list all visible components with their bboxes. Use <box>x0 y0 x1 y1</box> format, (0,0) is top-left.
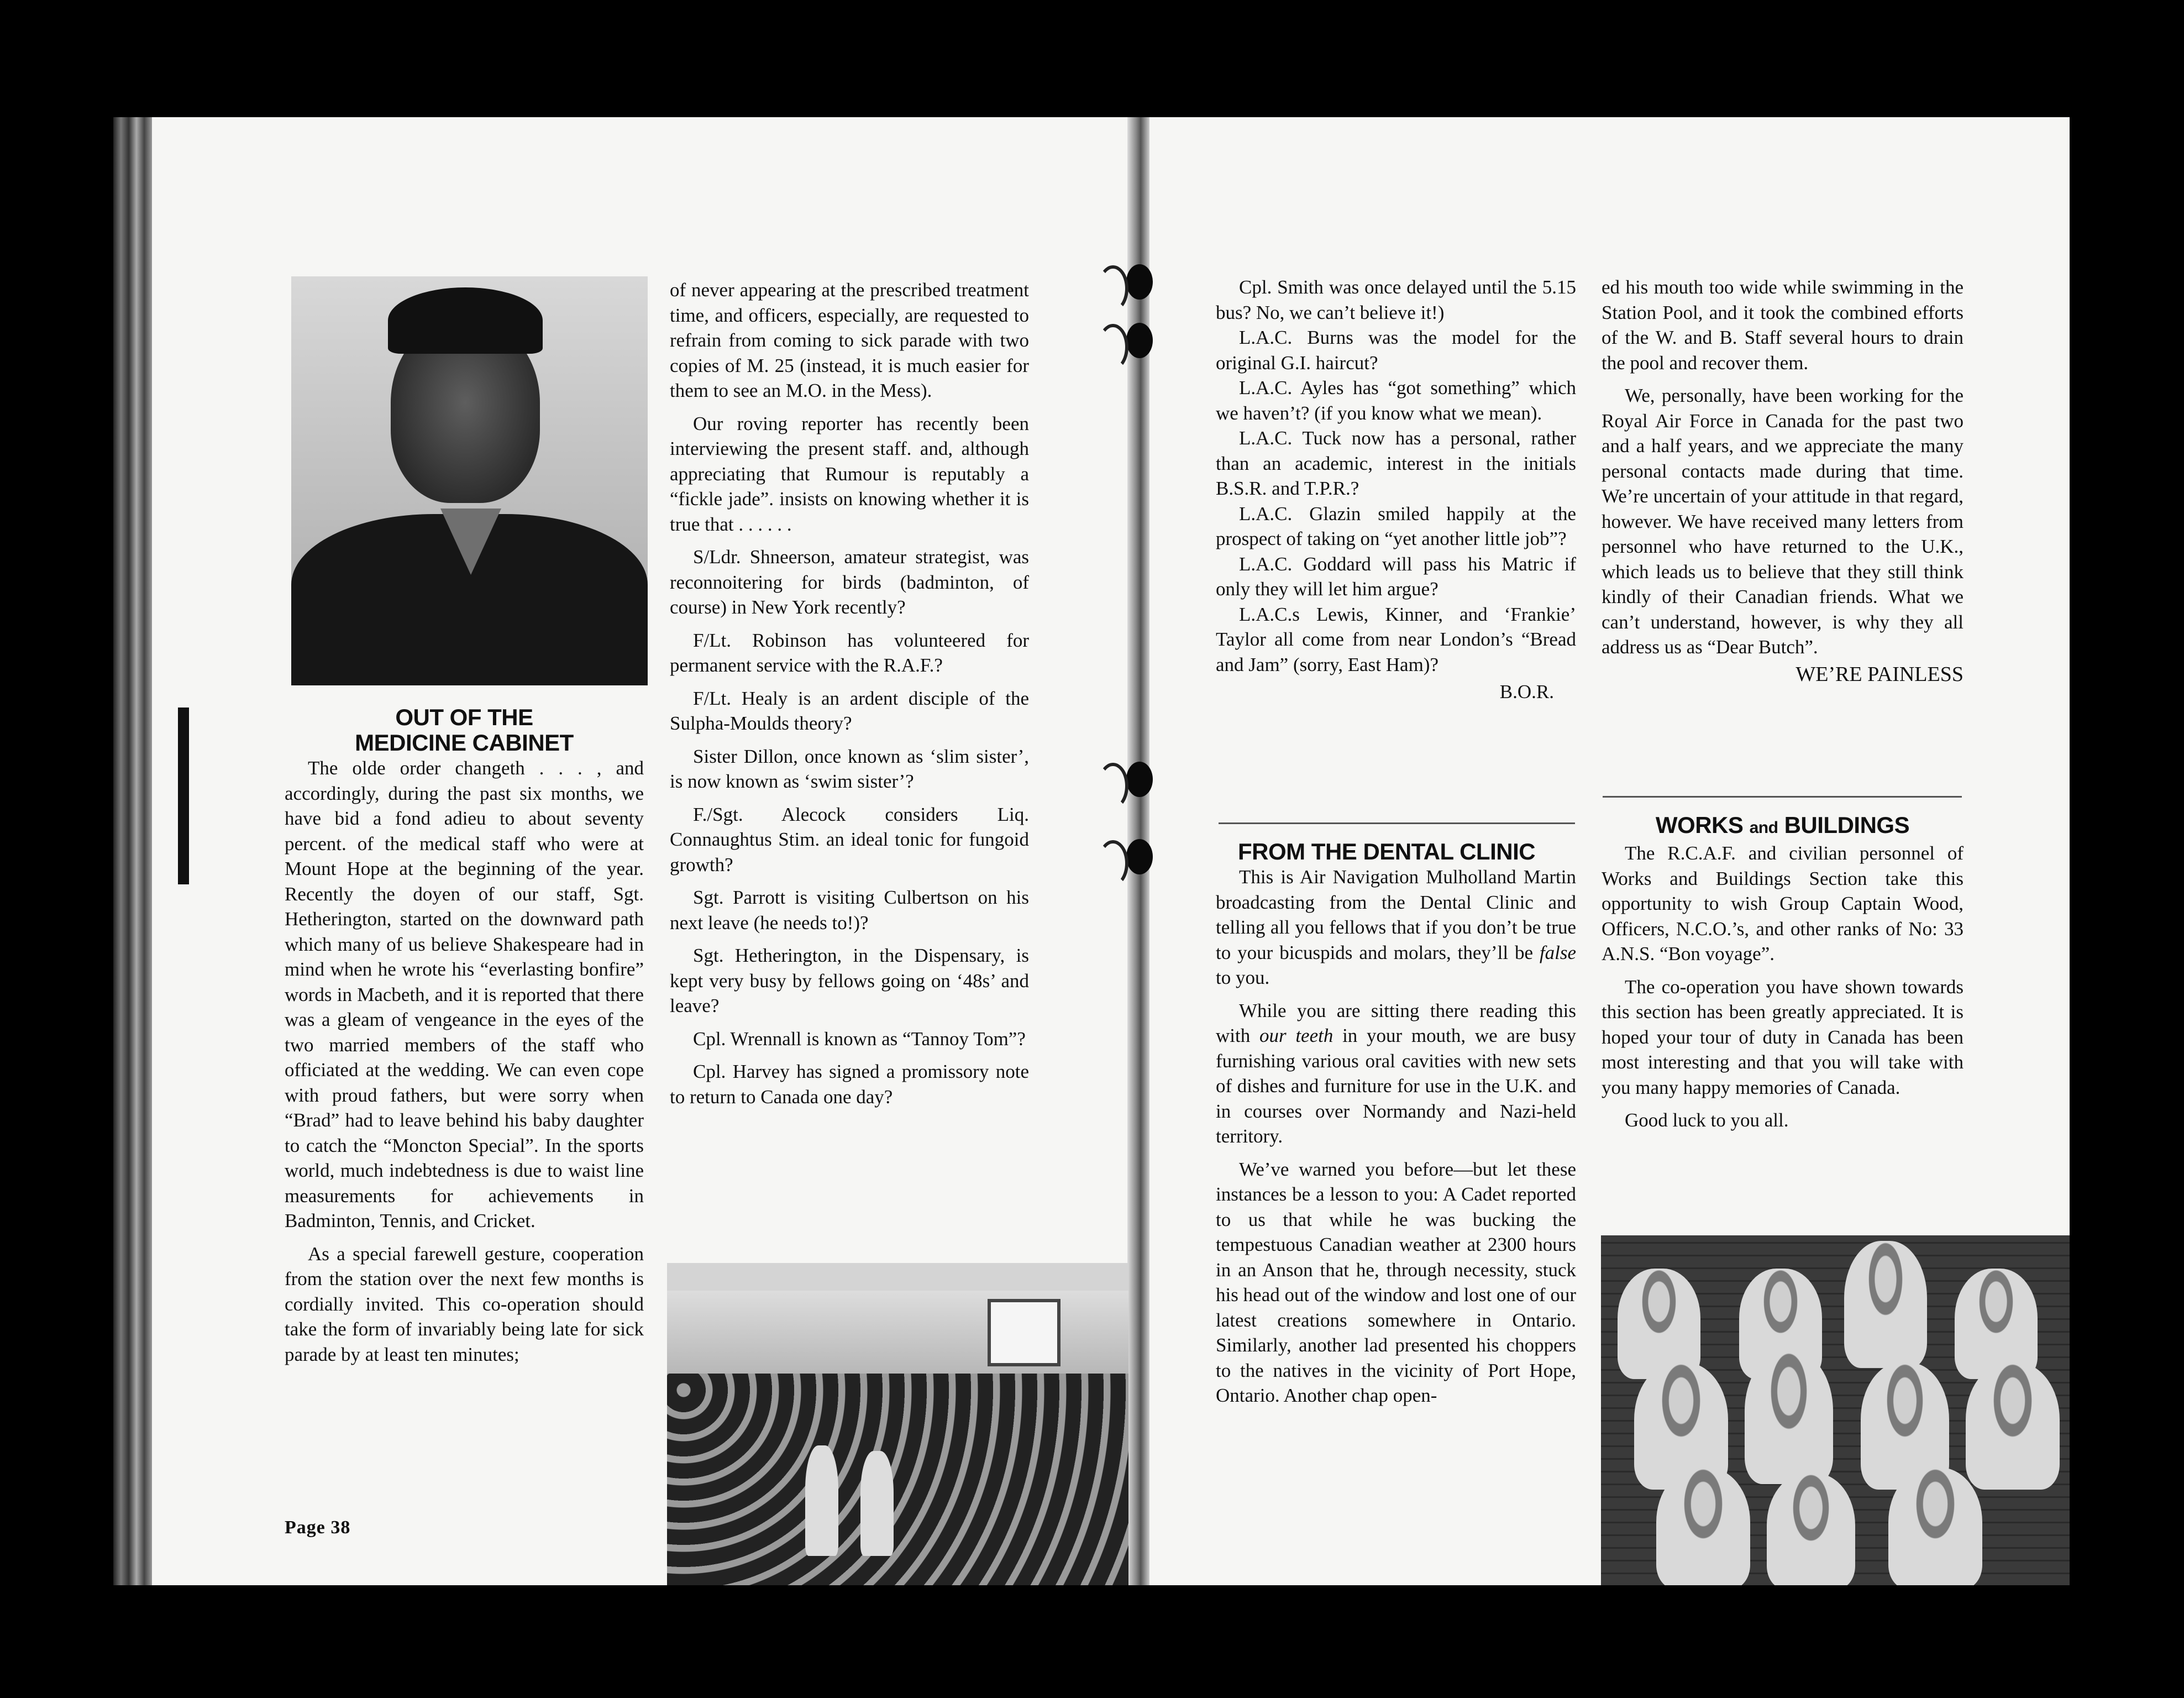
binder-ring-2 <box>1098 324 1128 370</box>
paragraph: F/Lt. Robinson has volunteered for permanent service with the R.A.F.? <box>670 629 1029 676</box>
paragraph: We, personally, have been working for the Royal Air Force in Canada for the past two and a half years, and we appreciate the many personal contacts made during that time. We’re uncertain of your attitude in that regard, however. We have received many letters from personnel who have returned to the U.K., which leads us to believe that they still think kindly of their Canadian friends. What we can’t understand, however, is why they all address us as “Dear Butch”. <box>1602 385 1964 658</box>
section-title-medicine-cabinet <box>285 705 644 756</box>
paragraph: F/Lt. Healy is an ardent disciple of the Sulpha-Moulds theory? <box>670 687 1029 734</box>
portrait-photo <box>291 276 648 685</box>
paragraph: As a special farewell gesture, cooperation from the station over the next few months is cordially invited. This co-operation should take the form of invariably being late for sick parade by at least ten minutes; <box>285 1243 644 1365</box>
section-divider <box>1603 796 1962 798</box>
paragraph: L.A.C. Goddard will pass his Matric if only they will let him argue? <box>1216 553 1576 600</box>
binder-ring-3 <box>1098 763 1128 809</box>
paragraph: The co-operation you have shown towards this section has been greatly appreciated. It is hoped your tour of duty in Canada has been most interesting and that you will take with you many happy memories of Canada. <box>1602 976 1964 1098</box>
paragraph: of never appearing at the prescribed treatment time, and officers, especially, are requested to refrain from coming to sick parade with two copies of M. 25 (instead, it is much easier for them to see an M.O. in the Mess). <box>670 279 1029 401</box>
paragraph: Good luck to you all. <box>1625 1109 1789 1131</box>
binder-ring-4 <box>1098 840 1128 887</box>
right-column-2 <box>1602 275 1964 687</box>
paragraph: We’ve warned you before—but let these instances be a lesson to you: A Cadet reported to us that while he was bucking the tempestuous Canadian weather at 2300 hours in an Anson that he, through necessity, stuck his head out of the window and lost one of our latest creations somewhere in Ontario. Similarly, another lad presented his choppers to the natives in the vicinity of Port Hope, Ontario. Another chap open- <box>1216 1158 1576 1406</box>
paragraph: While you are sitting there reading this with our teeth in your mouth, we are busy furnishing various oral cavities with new sets of dishes and furniture for use in the U.K. and in courses over Normandy and Nazi-held territory. <box>1216 999 1576 1147</box>
section-title-works-buildings <box>1602 813 1964 841</box>
title-line-2: MEDICINE CABINET <box>355 730 574 756</box>
dental-clinic-section <box>1216 839 1576 1408</box>
paragraph: Sgt. Parrott is visiting Culbertson on his next leave (he needs to!)? <box>670 887 1029 934</box>
group-photo-medical-staff <box>667 1263 1128 1585</box>
title-word-buildings: BUILDINGS <box>1784 812 1910 838</box>
binding-shadow <box>178 708 189 884</box>
signature-bor: B.O.R. <box>1499 681 1554 703</box>
paragraph: L.A.C. Glazin smiled happily at the prospect of taking on “yet another little job”? <box>1216 502 1576 549</box>
binder-hole-1 <box>1126 264 1153 300</box>
paragraph: Our roving reporter has recently been interviewing the present staff. and, although appreciating that Rumour is reputably a “fickle jade”. insists on knowing whether it is true that . . . . . . <box>670 412 1029 535</box>
title-line-1: OUT OF THE <box>395 704 533 730</box>
paragraph: Cpl. Wrennall is known as “Tannoy Tom”? <box>693 1028 1026 1050</box>
paragraph: Sgt. Hetherington, in the Dispensary, is kept very busy by fellows going on ‘48s’ and leave? <box>670 945 1029 1016</box>
paragraph: Sister Dillon, once known as ‘slim sister’, is now known as ‘swim sister’? <box>670 745 1029 792</box>
paragraph: L.A.C. Tuck now has a personal, rather than an academic, interest in the initials B.S.R. and T.P.R.? <box>1216 427 1576 499</box>
left-column-2 <box>670 277 1029 1109</box>
signature-were-painless: WE’RE PAINLESS <box>1796 662 1964 686</box>
paragraph: L.A.C.s Lewis, Kinner, and ‘Frankie’ Taylor all come from near London’s “Bread and Jam” (sorry, East Ham)? <box>1216 603 1576 675</box>
works-buildings-section <box>1602 813 1964 1133</box>
title-word-and: and <box>1749 819 1778 837</box>
paragraph: The olde order changeth . . . , and accordingly, during the past six months, we have bid a fond adieu to about seventy percent. of the medical staff who were at Mount Hope at the beginning of the year. Recently the doyen of our staff, Sgt. Hetherington, started on the downward path which many of us believe Shakespeare had in mind when he wrote his “everlasting bonfire” words in Macbeth, and it is reported that there was a gleam of vengeance in the eyes of the two married members of the staff who officiated at the wedding. We can even cope with proud fathers, but were sorry when “Brad” had to leave behind his baby daughter to catch the “Moncton Special”. In the sports world, much indebtedness is due to waist line measurements for achievements in Badminton, Tennis, and Cricket. <box>285 757 644 1231</box>
paragraph: S/Ldr. Shneerson, amateur strategist, was reconnoitering for birds (badminton, of course) in New York recently? <box>670 546 1029 618</box>
binder-hole-2 <box>1126 323 1153 358</box>
binder-hole-4 <box>1126 839 1153 874</box>
paragraph: The R.C.A.F. and civilian personnel of Works and Buildings Section take this opportunity to wish Group Captain Wood, Officers, N.C.O.’s, and other ranks of No: 33 A.N.S. “Bon voyage”. <box>1602 842 1964 965</box>
paragraph: L.A.C. Ayles has “got something” which we haven’t? (if you know what we mean). <box>1216 377 1576 424</box>
right-column-1 <box>1216 275 1576 705</box>
section-title-dental-clinic: FROM THE DENTAL CLINIC <box>1238 838 1536 864</box>
paragraph: This is Air Navigation Mulholland Martin broadcasting from the Dental Clinic and telling all you fellows that if you don’t be true to your bicuspids and molars, they’ll be false to you. <box>1216 866 1576 988</box>
title-word-works: WORKS <box>1655 812 1744 838</box>
group-photo-works-buildings <box>1601 1235 2070 1585</box>
binder-ring-1 <box>1098 265 1128 312</box>
binder-hole-3 <box>1126 762 1153 797</box>
paragraph: Cpl. Smith was once delayed until the 5.15 bus? No, we can’t believe it!) <box>1216 276 1576 323</box>
emphasis: our teeth <box>1259 1025 1334 1046</box>
paragraph: F./Sgt. Alecock considers Liq. Connaughtus Stim. an ideal tonic for fungoid growth? <box>670 803 1029 876</box>
paragraph: Cpl. Harvey has signed a promissory note to return to Canada one day? <box>670 1061 1029 1108</box>
section-divider <box>1219 822 1575 824</box>
paragraph: ed his mouth too wide while swimming in the Station Pool, and it took the combined efforts of the W. and B. Staff several hours to drain the pool and recover them. <box>1602 276 1964 374</box>
paragraph: L.A.C. Burns was the model for the original G.I. haircut? <box>1216 327 1576 374</box>
left-column-1 <box>285 705 644 1367</box>
page-number: Page 38 <box>285 1517 351 1538</box>
book-binding-edge <box>113 117 152 1585</box>
emphasis: false <box>1539 941 1576 963</box>
